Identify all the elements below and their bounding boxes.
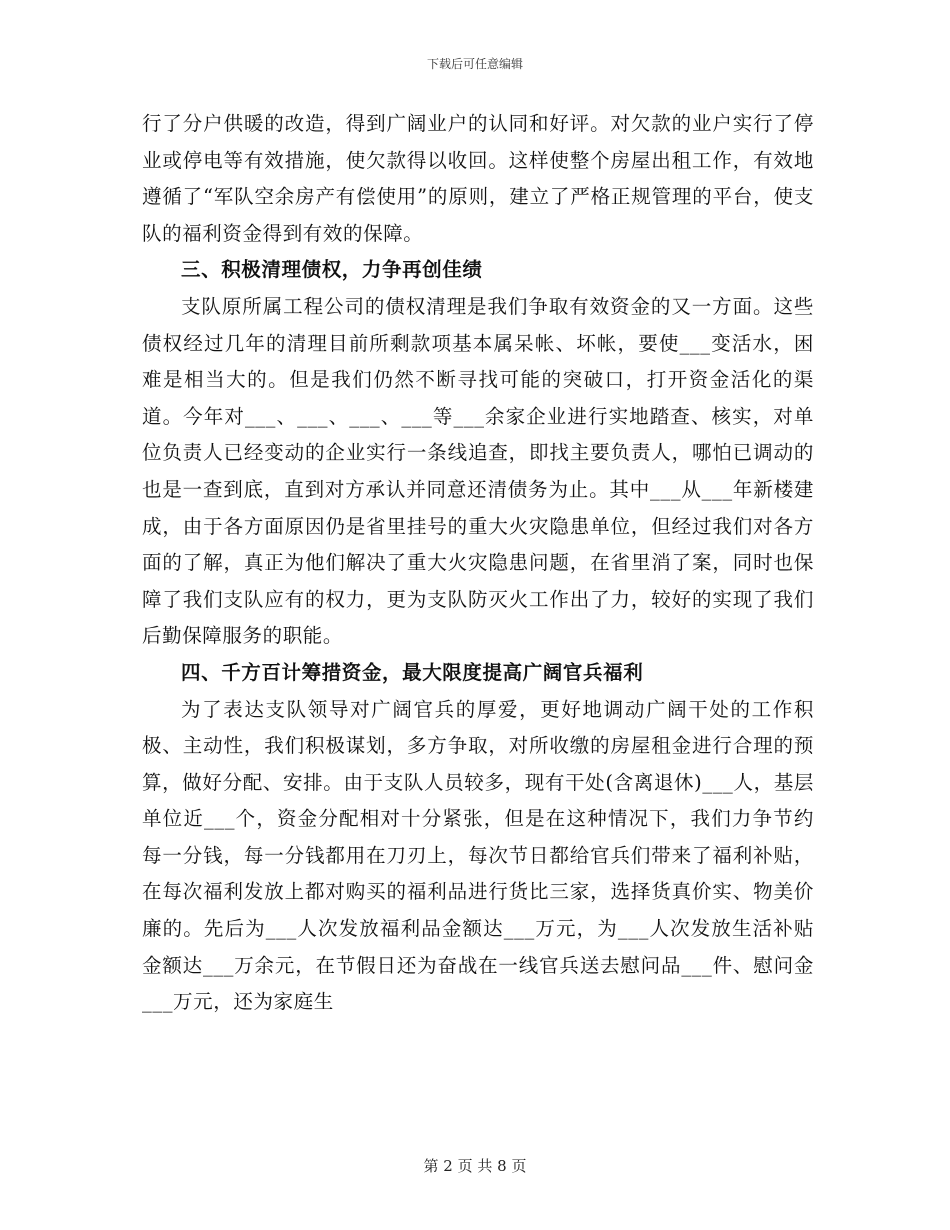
paragraph-continuation: 行了分户供暖的改造，得到广阔业户的认同和好评。对欠款的业户实行了停业或停电等有效措施，使欠款得以收回。这样使整个房屋出租工作，有效地遵循了“军队空余房产有偿使用”的原则，建立了严格正规管理的平台，使支队的福利资金得到有效的保障。 <box>142 112 814 245</box>
page-number: 第 2 页 共 8 页 <box>423 1157 527 1175</box>
page-header-note: 下载后可任意编辑 <box>426 57 523 71</box>
paragraph-debt-clearing: 支队原所属工程公司的债权清理是我们争取有效资金的又一方面。这些债权经过几年的清理目前所剩款项基本属呆帐、坏帐，要使___变活水，困难是相当大的。但是我们仍然不断寻找可能的突破口，打开资金活化的渠道。今年对___、___、___、___等___余家企业进行实地踏查、核实，对单位负责人已经变动的企业实行一条线追查，即找主要负责人，哪怕已调动的也是一查到底，直到对方承认并同意还清债务为止。其中___从___年新楼建成，由于各方面原因仍是省里挂号的重大火灾隐患单位，但经过我们对各方面的了解，真正为他们解决了重大火灾隐患问题，在省里消了案，同时也保障了我们支队应有的权力，更为支队防灭火工作出了力，较好的实现了我们后勤保障服务的职能。 <box>142 294 814 648</box>
section-heading-4: 四、千方百计筹措资金，最大限度提高广阔官兵福利 <box>181 660 644 684</box>
section-heading-3: 三、积极清理债权，力争再创佳绩 <box>181 258 483 282</box>
document-body <box>142 106 814 1021</box>
paragraph-welfare-funds: 为了表达支队领导对广阔官兵的厚爱，更好地调动广阔干处的工作积极、主动性，我们积极谋划，多方争取，对所收缴的房屋租金进行合理的预算，做好分配、安排。由于支队人员较多，现有干处(含离退休)___人，基层单位近___个，资金分配相对十分紧张，但是在这种情况下，我们力争节约每一分钱，每一分钱都用在刀刃上，每次节日都给官兵们带来了福利补贴，在每次福利发放上都对购买的福利品进行货比三家，选择货真价实、物美价廉的。先后为___人次发放福利品金额达___万元，为___人次发放生活补贴金额达___万余元，在节假日还为奋战在一线官兵送去慰问品___件、慰问金___万元，还为家庭生 <box>142 697 814 1014</box>
